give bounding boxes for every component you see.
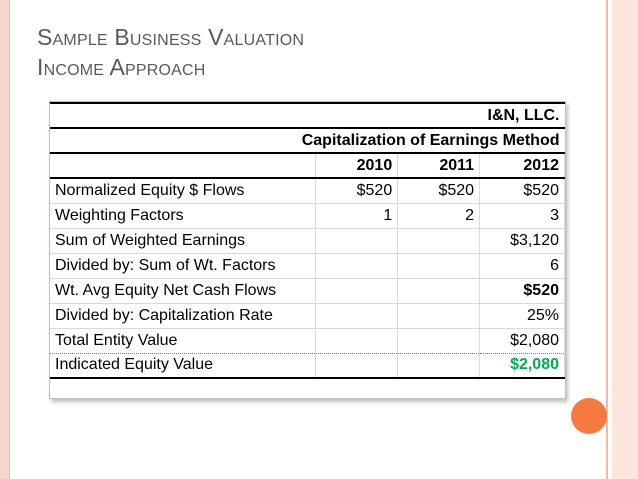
table-row — [50, 228, 565, 253]
slide-title-line2: Income Approach — [37, 54, 206, 80]
cell-value — [316, 228, 398, 253]
company-row — [50, 103, 565, 128]
cell-value — [398, 353, 480, 378]
cell-value: $520 — [398, 178, 480, 203]
row-label: Indicated Equity Value — [50, 353, 316, 378]
row-label: Divided by: Capitalization Rate — [50, 303, 316, 328]
cell-value: $520 — [480, 278, 565, 303]
table-row — [50, 303, 565, 328]
table-row — [50, 253, 565, 278]
cell-value: $520 — [316, 178, 398, 203]
table-row — [50, 203, 565, 228]
valuation-table — [50, 102, 565, 379]
year-header: 2010 — [316, 153, 398, 178]
year-header: 2012 — [480, 153, 565, 178]
cell-value: $520 — [480, 178, 565, 203]
year-header-row — [50, 153, 565, 178]
row-label: Total Entity Value — [50, 328, 316, 353]
accent-circle — [571, 398, 607, 434]
indicated-equity-value: $2,080 — [480, 353, 565, 378]
cell-value — [316, 253, 398, 278]
cell-value — [398, 328, 480, 353]
slide-left-border-line — [9, 0, 10, 479]
cell-value: 2 — [398, 203, 480, 228]
table-row — [50, 278, 565, 303]
slide-title-line1: Sample Business Valuation — [37, 24, 305, 50]
row-label: Normalized Equity $ Flows — [50, 178, 316, 203]
slide-right-border — [606, 0, 638, 479]
row-label: Divided by: Sum of Wt. Factors — [50, 253, 316, 278]
cell-value — [316, 303, 398, 328]
cell-value — [398, 228, 480, 253]
valuation-table-container — [49, 101, 566, 399]
method-row — [50, 128, 565, 153]
cell-value — [398, 303, 480, 328]
cell-value — [398, 278, 480, 303]
table-row — [50, 178, 565, 203]
cell-value: $2,080 — [480, 328, 565, 353]
row-label: Weighting Factors — [50, 203, 316, 228]
cell-value — [398, 253, 480, 278]
year-header: 2011 — [398, 153, 480, 178]
cell-value — [316, 353, 398, 378]
cell-value: 25% — [480, 303, 565, 328]
cell-value: $3,120 — [480, 228, 565, 253]
header-blank — [50, 153, 316, 178]
row-label: Wt. Avg Equity Net Cash Flows — [50, 278, 316, 303]
cell-value — [316, 328, 398, 353]
cell-value — [316, 278, 398, 303]
row-label: Sum of Weighted Earnings — [50, 228, 316, 253]
method-name: Capitalization of Earnings Method — [50, 128, 565, 153]
table-row — [50, 353, 565, 378]
cell-value: 1 — [316, 203, 398, 228]
slide-title — [37, 22, 304, 82]
cell-value: 6 — [480, 253, 565, 278]
company-name: I&N, LLC. — [50, 103, 565, 128]
cell-value: 3 — [480, 203, 565, 228]
table-row — [50, 328, 565, 353]
slide-left-border — [0, 0, 9, 479]
